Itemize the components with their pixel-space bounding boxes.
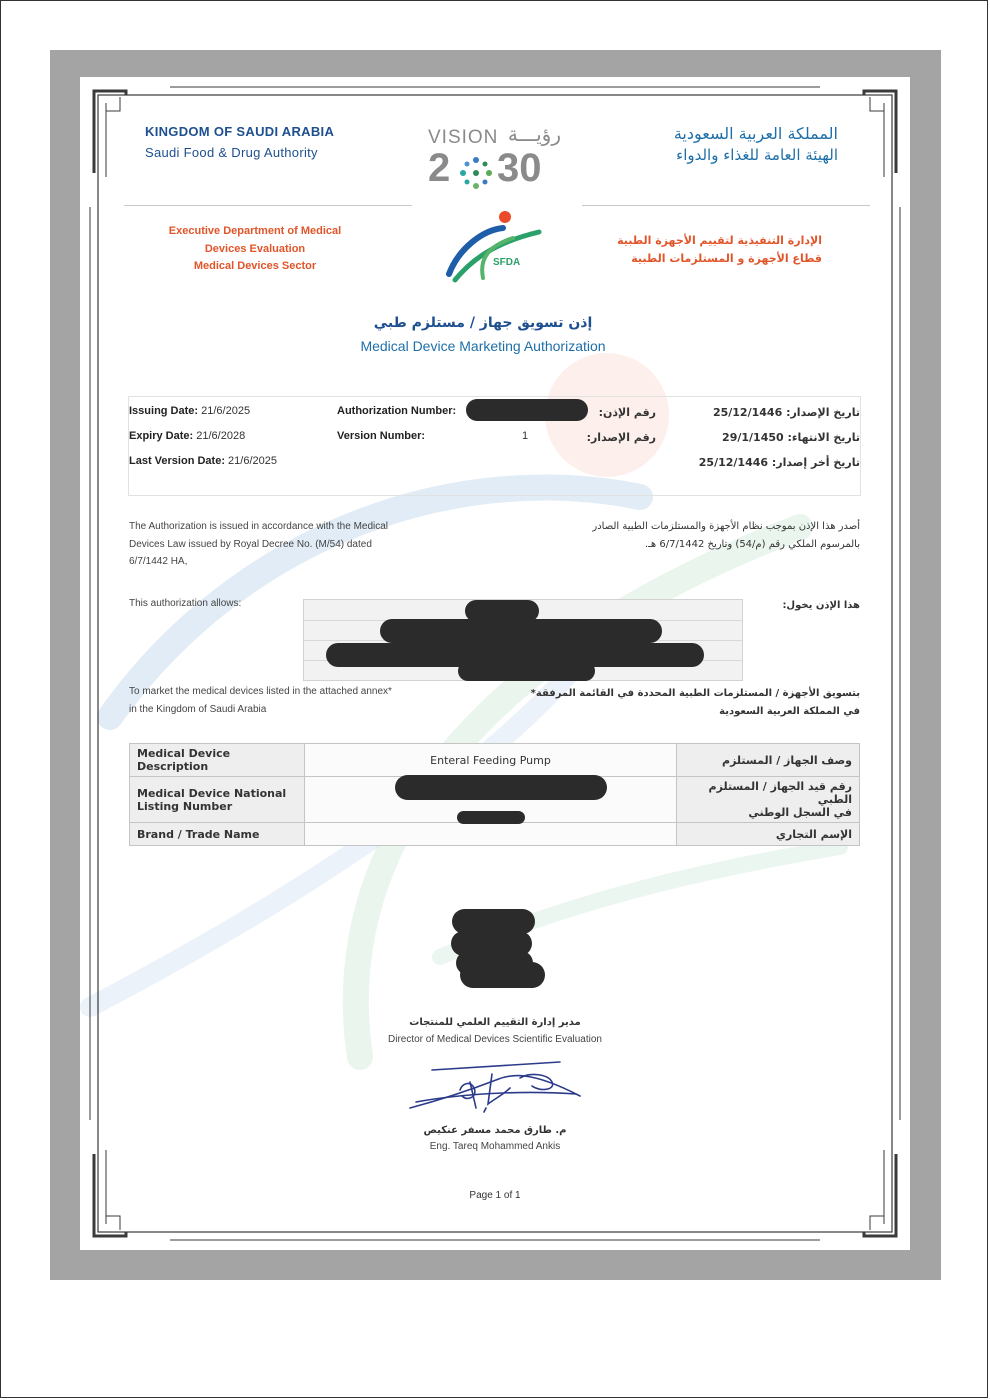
ksa-title-en: KINGDOM OF SAUDI ARABIA <box>145 124 335 139</box>
document-title-en: Medical Device Marketing Authorization <box>360 338 606 354</box>
table-row <box>130 744 860 777</box>
vision-year-left: 2 <box>428 146 451 190</box>
listing-number-label-line1: Medical Device National <box>137 786 287 800</box>
market-en-line2: in the Kingdom of Saudi Arabia <box>129 703 267 715</box>
law-ar-line1: أصدر هذا الإذن بموجب نظام الأجهزة والمستلزمات الطبية الصادر <box>592 521 860 532</box>
device-description-label: Medical Device Description <box>130 744 305 777</box>
market-text-ar <box>520 685 860 720</box>
ksa-title-ar: المملكة العربية السعودية <box>673 124 838 143</box>
sfda-logo-text: SFDA <box>493 257 521 268</box>
market-ar-line2: في المملكة العربية السعودية <box>719 705 860 717</box>
table-row <box>130 823 860 846</box>
expiry-date-ar <box>690 431 860 444</box>
brand-name-value <box>305 823 677 846</box>
expiry-date-ar-value: 29/1/1450 <box>722 431 784 444</box>
department-ar-line1: الإدارة التنفيذية لتقييم الأجهزة الطبية <box>617 234 822 247</box>
law-en-line2: Devices Law issued by Royal Decree No. (M/54) dated <box>129 538 372 550</box>
header-divider-left <box>124 205 412 206</box>
vision-ar: رؤيـــة <box>507 122 561 146</box>
company-redaction-2 <box>380 619 662 643</box>
sfda-logo-icon <box>443 208 543 286</box>
department-ar-line2: قطاع الأجهزة و المستلزمات الطبية <box>631 251 822 265</box>
signatory-name-en: Eng. Tareq Mohammed Ankis <box>429 1141 561 1152</box>
last-date-ar-value: 25/12/1446 <box>698 456 769 469</box>
listing-number-label-ar-line2: في السجل الوطني <box>748 806 852 819</box>
expiry-date-ar-label: تاريخ الانتهاء: <box>787 431 860 444</box>
listing-number-redaction <box>395 775 607 800</box>
vision-year-right: 30 <box>497 146 542 190</box>
last-date-ar-label: تاريخ أخر إصدار: <box>771 456 860 469</box>
listing-number-label-ar-line1: رقم قيد الجهاز / المستلزم الطبي <box>708 780 852 806</box>
vision-2030-logo <box>425 122 565 192</box>
issuing-date <box>129 405 250 417</box>
palm-emblem-icon <box>455 152 497 194</box>
allows-label-en: This authorization allows: <box>129 598 242 609</box>
sfda-title-en: Saudi Food & Drug Authority <box>145 145 318 160</box>
version-number-label: Version Number: <box>337 430 426 442</box>
device-description-value: Enteral Feeding Pump <box>305 744 677 777</box>
device-description-label-ar: وصف الجهاز / المستلزم <box>677 744 860 777</box>
law-text-ar <box>560 518 860 553</box>
header-divider-right <box>582 205 870 206</box>
expiry-date-label: Expiry Date: <box>129 430 194 442</box>
law-en-line1: The Authorization is issued in accordance with the Medical <box>129 521 389 532</box>
listing-number-label-ar <box>677 777 860 823</box>
signatory-name-ar: م. طارق محمد مسفر عنكيص <box>423 1125 567 1136</box>
authorization-number-label: Authorization Number: <box>337 405 457 417</box>
authorization-number-label-ar: رقم الإذن: <box>598 406 656 419</box>
law-ar-line2: بالمرسوم الملكي رقم (م/54) وتاريخ 6/7/1442 هـ. <box>644 538 860 550</box>
allows-label-ar: هذا الإذن يخول: <box>782 600 860 611</box>
issue-date-ar-value: 25/12/1446 <box>712 406 783 419</box>
department-en <box>150 223 360 276</box>
company-redaction-4 <box>458 661 595 681</box>
brand-name-label-ar: الإسم التجاري <box>677 823 860 846</box>
page-number: Page 1 of 1 <box>469 1190 521 1201</box>
law-text-en <box>129 518 429 571</box>
last-version-date-value: 21/6/2025 <box>228 455 277 467</box>
brand-name-label: Brand / Trade Name <box>130 823 305 846</box>
department-en-line2: Devices Evaluation <box>204 242 306 255</box>
department-ar <box>610 232 822 267</box>
expiry-date-value: 21/6/2028 <box>196 430 246 442</box>
market-text-en <box>129 683 449 718</box>
issuing-date-value: 21/6/2025 <box>201 405 251 417</box>
department-en-line1: Executive Department of Medical <box>168 225 342 237</box>
sfda-title-ar: الهيئة العامة للغذاء والدواء <box>676 146 838 164</box>
issue-date-ar <box>690 406 860 419</box>
market-ar-line1: بتسويق الأجهزة / المستلزمات الطبية المحددة في القائمة المرفقة* <box>530 688 860 699</box>
last-date-ar <box>690 456 860 469</box>
listing-number-label <box>130 777 305 823</box>
expiry-date <box>129 430 245 442</box>
stamp-redaction-4 <box>460 962 545 988</box>
signatory-role-ar: مدير إدارة التقييم العلمي للمنتجات <box>409 1017 581 1028</box>
department-en-line3: Medical Devices Sector <box>193 260 317 272</box>
market-en-line1: To market the medical devices listed in the attached annex* <box>129 686 392 697</box>
issuing-date-label: Issuing Date: <box>129 405 199 417</box>
law-en-line3: 6/7/1442 HA, <box>129 556 188 567</box>
signatory-role-en: Director of Medical Devices Scientific Evaluation <box>388 1034 602 1045</box>
vision-word: VISION <box>428 127 499 148</box>
document-title-ar: إذن تسويق جهاز / مستلزم طبي <box>373 315 593 331</box>
issue-date-ar-label: تاريخ الإصدار: <box>786 406 860 419</box>
sfda-logo <box>443 208 543 286</box>
last-version-date-label: Last Version Date: <box>129 455 225 467</box>
version-number-value: 1 <box>522 430 529 442</box>
listing-number-label-line2: Listing Number <box>137 799 233 813</box>
last-version-date <box>129 455 277 467</box>
signature-image <box>400 1050 590 1118</box>
version-number-label-ar: رقم الإصدار: <box>586 431 656 444</box>
brand-name-redaction <box>457 811 525 824</box>
